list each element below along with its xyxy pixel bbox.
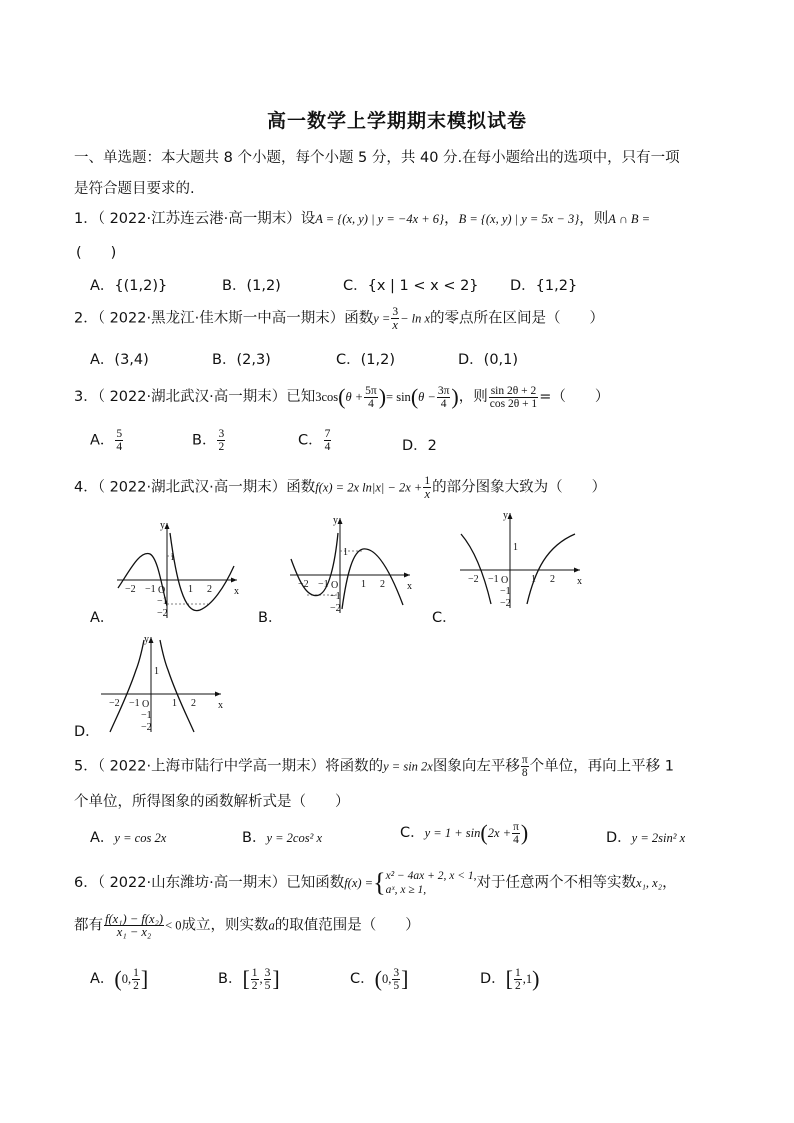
q5-option-a-label: A． <box>90 830 115 846</box>
y-label: y <box>144 634 149 645</box>
xtick: 1 <box>172 698 177 709</box>
question-3: 3．（ 2022·湖北武汉·高一期末）已知3cos(θ + $\frac{5\pi}{4}$ )= sin(θ − $\frac{3\pi}{4}$ )，则 $\frac{\sin 2\theta + 2}{\cos 2\theta + 1}$ =（ ） <box>74 384 610 410</box>
q6-option-a-open: ( <box>114 966 122 991</box>
xtick: 2 <box>380 579 385 590</box>
x-axis-arrow-icon <box>231 578 237 583</box>
xtick: −2 <box>468 574 479 585</box>
q5-option-c-den: 4 <box>513 833 519 846</box>
origin-label: O <box>331 580 339 591</box>
xtick: 1 <box>188 584 193 595</box>
q3-option-c-den: 4 <box>324 441 331 453</box>
q6-option-d-lo-num: 1 <box>515 966 521 979</box>
xtick: 1 <box>361 579 366 590</box>
q6-option-d-open: [ <box>505 966 513 991</box>
ytick: −2 <box>157 608 168 619</box>
curve-left <box>461 534 491 604</box>
q1-option-b[interactable]: B．(1,2) <box>222 278 281 294</box>
q3-option-a[interactable] <box>90 428 124 453</box>
q4-fn: f(x) = 2x ln|x| − 2x + <box>315 480 423 495</box>
q3-option-c[interactable] <box>298 428 332 453</box>
q4-tail: 的部分图象大致为（ ） <box>432 479 607 496</box>
ytick: 1 <box>343 547 348 558</box>
q3-eq-a: 3cos <box>315 390 339 404</box>
q5-den: 8 <box>521 767 528 779</box>
q6-frac-den: x₁ − x₂ <box>116 925 152 939</box>
q4-option-b-label[interactable]: B． <box>258 610 283 626</box>
curve-right <box>527 534 575 604</box>
q5-line2: 个单位，所得图象的函数解析式是（ ） <box>74 794 350 810</box>
ytick: −1 <box>157 596 168 607</box>
q3-option-b-label: B． <box>192 432 217 449</box>
q6-option-b-lo-num: 1 <box>251 966 258 979</box>
q5-mid: 图象向左平移 <box>432 758 520 775</box>
q2-option-d[interactable]: D．(0,1) <box>458 352 519 368</box>
q6-option-b-open: [ <box>242 966 250 991</box>
q2-fn-lhs: y = <box>373 311 391 326</box>
q3-option-b[interactable] <box>192 428 226 453</box>
q3-then: ，则 <box>458 389 488 405</box>
q6-option-b-hi-den: 5 <box>264 979 271 992</box>
q5-option-b[interactable] <box>242 826 322 847</box>
q4-graph-b[interactable] <box>285 513 415 618</box>
q6-option-a-hi-den: 2 <box>133 979 139 992</box>
q3-eq-b-num: 3π <box>437 384 450 397</box>
y-axis-arrow-icon <box>338 518 343 524</box>
q5-num: π <box>521 754 528 766</box>
q6-tail: 对于任意两个不相等实数 <box>476 875 637 891</box>
q3-option-a-num: 5 <box>116 428 123 440</box>
question-4 <box>74 475 606 500</box>
section-instruction-line1: 一、单选题：本大题共 8 个小题，每个小题 5 分，共 40 分.在每小题给出的选项中，只有一项 <box>74 150 680 166</box>
q6-option-d-lo-den: 2 <box>515 979 521 992</box>
section-instruction-line2: 是符合题目要求的. <box>74 181 195 197</box>
q6-option-b[interactable]: B．[ $\frac{1}{2}$ , $\frac{3}{5}$ ] <box>218 966 280 992</box>
q5-option-d[interactable] <box>606 826 685 847</box>
x-axis-arrow-icon <box>404 573 410 578</box>
q6-option-a-hi-num: 1 <box>133 966 139 979</box>
q6-line2-mid: 成立，则实数 <box>181 917 269 934</box>
q1-sep: ， <box>444 211 459 227</box>
xtick: −1 <box>145 584 156 595</box>
curve-right <box>170 533 234 611</box>
q5-option-c-label: C． <box>400 825 425 841</box>
q3-option-b-den: 2 <box>218 441 225 453</box>
q6-option-c-open: ( <box>374 966 382 991</box>
ytick: 1 <box>154 666 159 677</box>
x-axis-arrow-icon <box>215 692 221 697</box>
q6-case2: aˣ, x ≥ 1, <box>385 884 427 896</box>
q3-option-b-num: 3 <box>218 428 225 440</box>
xtick: −1 <box>488 574 499 585</box>
q6-line2 <box>74 913 420 938</box>
q6-option-a-close: ] <box>140 966 149 991</box>
y-axis-arrow-icon <box>508 513 513 519</box>
q1-option-a[interactable]: A．{(1,2)} <box>90 278 168 294</box>
ytick: −2 <box>141 722 152 733</box>
q1-expr: A ∩ B = <box>608 212 651 226</box>
q3-frac-den: cos 2θ + 1 <box>489 397 538 410</box>
y-label: y <box>160 520 165 531</box>
q6-line2-head: 都有 <box>74 917 103 934</box>
q6-option-a-label: A． <box>90 971 115 987</box>
q3-option-a-label: A． <box>90 432 115 449</box>
q6-option-d-label: D． <box>480 971 506 987</box>
q6-option-c[interactable]: C．(0, $\frac{3}{5}$ ] <box>350 966 409 992</box>
q3-option-a-den: 4 <box>116 441 123 453</box>
ytick: −2 <box>330 603 341 614</box>
q3-head: 3．（ 2022·湖北武汉·高一期末）已知 <box>74 389 316 405</box>
q2-option-a[interactable]: A．(3,4) <box>90 352 149 368</box>
q4-option-a-label[interactable]: A． <box>90 610 115 626</box>
q6-option-b-hi-num: 3 <box>264 966 271 979</box>
ytick: −2 <box>500 598 511 609</box>
q2-tail: 的零点所在区间是（ ） <box>430 310 605 327</box>
q6-option-d-hi: 1 <box>525 972 533 986</box>
ytick: 1 <box>170 552 175 563</box>
xtick: 2 <box>550 574 555 585</box>
q5-option-a-expr: y = cos 2x <box>114 831 167 845</box>
q2-option-b[interactable]: B．(2,3) <box>212 352 271 368</box>
q4-option-d-label[interactable]: D． <box>74 724 100 740</box>
q6-option-d[interactable]: D．[ $\frac{1}{2}$ ,1) <box>480 966 540 992</box>
q6-option-c-hi-num: 3 <box>393 966 400 979</box>
origin-label: O <box>142 699 150 710</box>
q6-frac-num: f(x₁) − f(x₂) <box>105 912 164 926</box>
x-label: x <box>407 581 412 592</box>
q3-option-d[interactable]: D．2 <box>402 438 437 454</box>
xtick: −2 <box>109 698 120 709</box>
q6-option-b-close: ] <box>272 966 280 991</box>
q4-graph-a[interactable] <box>112 518 242 623</box>
question-1 <box>74 207 650 228</box>
x-axis-arrow-icon <box>574 568 580 573</box>
curve-left <box>110 640 144 732</box>
q4-head: 4．（ 2022·湖北武汉·高一期末）函数 <box>74 479 316 496</box>
q6-option-d-close: ) <box>532 966 540 991</box>
q4-graph-c[interactable] <box>455 508 585 613</box>
q5-fn: y = sin 2x <box>383 759 433 774</box>
q4-option-c-label[interactable]: C． <box>432 610 457 626</box>
q5-option-c-inner: 2x + <box>487 826 512 840</box>
q6-option-b-lo-den: 2 <box>251 979 258 992</box>
q2-den: x <box>392 318 398 332</box>
q5-option-c-expr: y = 1 + sin <box>424 826 481 840</box>
q6-comma: ， <box>662 875 677 891</box>
xtick: 2 <box>191 698 196 709</box>
q3-option-c-num: 7 <box>324 428 331 440</box>
ytick: −1 <box>330 591 341 602</box>
q2-num: 3 <box>392 306 399 318</box>
q3-frac-num: sin 2θ + 2 <box>490 384 537 397</box>
q2-option-c[interactable]: C．(1,2) <box>336 352 395 368</box>
q3-eq-b-inner: θ − <box>418 390 436 404</box>
q6-option-a-lo: 0 <box>121 972 128 986</box>
q5-option-b-label: B． <box>242 830 267 846</box>
q6-option-b-label: B． <box>218 971 243 987</box>
q1-answer-paren: ( ) <box>76 245 117 261</box>
q6-option-c-lo: 0 <box>381 972 389 986</box>
x-label: x <box>577 576 582 587</box>
q6-ineq: < 0 <box>165 918 182 933</box>
q4-num: 1 <box>424 475 431 487</box>
q3-eq-a-den: 4 <box>368 397 374 410</box>
xtick: 1 <box>531 574 536 585</box>
curve-right <box>342 549 403 609</box>
q3-option-c-label: C． <box>298 432 323 449</box>
y-label: y <box>503 510 508 521</box>
q6-case1: x² − 4ax + 2, x < 1, <box>385 870 477 882</box>
xtick: −1 <box>318 579 329 590</box>
q6-head: 6．（ 2022·山东潍坊·高一期末）已知函数 <box>74 875 345 891</box>
origin-label: O <box>501 575 509 586</box>
q1-head: 1．（ 2022·江苏连云港·高一期末）设 <box>74 211 316 227</box>
q2-head: 2．（ 2022·黑龙江·佳木斯一中高一期末）函数 <box>74 310 374 327</box>
q1-option-c[interactable]: C．{x | 1 < x < 2} <box>343 278 479 294</box>
q3-tail: =（ ） <box>539 389 610 405</box>
question-5 <box>74 754 674 779</box>
origin-label: O <box>158 585 166 596</box>
curve-right <box>160 640 194 732</box>
y-label: y <box>333 515 338 526</box>
q1-option-d[interactable]: D．{1,2} <box>510 278 578 294</box>
q3-eq-b-den: 4 <box>440 397 447 410</box>
q1-set-b: B = {(x, y) | y = 5x − 3} <box>458 212 580 226</box>
q6-var-a: a <box>268 918 275 933</box>
q5-option-d-label: D． <box>606 830 632 846</box>
q6-option-c-label: C． <box>350 971 375 987</box>
q5-option-a[interactable] <box>90 826 166 847</box>
q5-option-c[interactable]: C．y = 1 + sin(2x + $\frac{\pi}{4}$ ) <box>400 820 529 846</box>
q3-eq-a-inner: θ + <box>345 390 364 404</box>
q6-option-c-hi-den: 5 <box>393 979 400 992</box>
question-6: 6．（ 2022·山东潍坊·高一期末）已知函数f(x) ={ x² − 4ax + 2, x < 1, aˣ, x ≥ 1, 对于任意两个不相等实数x₁, x₂， <box>74 868 677 897</box>
y-axis-arrow-icon <box>165 523 170 529</box>
ytick: −1 <box>141 710 152 721</box>
page-title: 高一数学上学期期末模拟试卷 <box>266 110 527 132</box>
q6-line2-tail: 的取值范围是（ ） <box>274 917 420 934</box>
q6-vars: x₁, x₂ <box>636 876 663 890</box>
q1-set-a: A = {(x, y) | y = −4x + 6} <box>315 212 445 226</box>
xtick: −1 <box>129 698 140 709</box>
q6-option-a[interactable]: A．(0, $\frac{1}{2}$ ] <box>90 966 149 992</box>
q5-option-d-expr: y = 2sin² x <box>631 831 686 845</box>
q5-tail: 个单位，再向上平移 1 <box>529 758 674 775</box>
q4-graph-d[interactable] <box>96 632 226 737</box>
xtick: −2 <box>125 584 136 595</box>
question-2 <box>74 306 604 331</box>
q5-head: 5．（ 2022·上海市陆行中学高一期末）将函数的 <box>74 758 384 775</box>
ytick: −1 <box>500 586 511 597</box>
q5-option-b-expr: y = 2cos² x <box>266 831 323 845</box>
ytick: 1 <box>513 542 518 553</box>
x-label: x <box>218 700 223 711</box>
q2-fn-rhs: − ln x <box>400 311 431 326</box>
q2-fraction <box>391 306 399 331</box>
q5-option-c-num: π <box>513 820 519 833</box>
y-axis-arrow-icon <box>149 637 154 643</box>
q1-tail: ，则 <box>579 211 609 227</box>
q3-eq-a-num: 5π <box>365 384 377 397</box>
q4-den: x <box>424 487 431 501</box>
q6-fn: f(x) = <box>344 876 374 890</box>
q6-option-c-close: ] <box>401 966 409 991</box>
q3-eq-b: = sin <box>386 390 411 404</box>
xtick: 2 <box>207 584 212 595</box>
xtick: −2 <box>298 579 309 590</box>
x-label: x <box>234 586 239 597</box>
